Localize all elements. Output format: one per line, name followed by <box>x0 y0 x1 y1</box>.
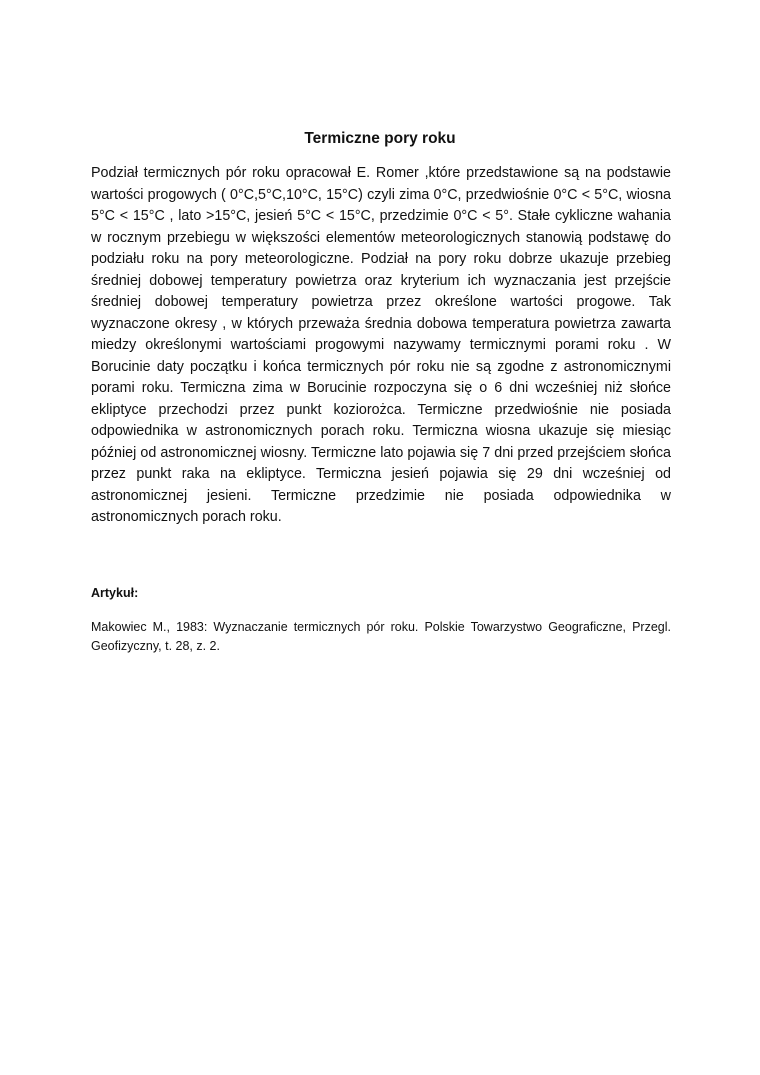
article-heading: Artykuł: <box>91 586 139 600</box>
body-paragraph: Podział termicznych pór roku opracował E. Romer ,które przedstawione są na podstawie wartości progowych ( 0°C,5°C,10°C, 15°C) czyli zima 0°C, przedwiośnie 0°C < 5°C, wiosna 5°C < 15°C , lato >15°C, jesień 5°C < 15°C, przedzimie 0°C < 5°. Stałe cykliczne wahania w rocznym przebiegu w większości elementów meteorologicznych stanowią podstawę do podziału roku na pory meteorologiczne. Podział na pory roku dobrze ukazuje przebieg średniej dobowej temperatury powietrza oraz kryterium ich wyznaczania jest przejście średniej dobowej temperatury powietrza przez określone wartości progowe. Tak wyznaczone okresy , w których przeważa średnia dobowa temperatura powietrza zawarta miedzy określonymi wartościami progowymi nazywamy termicznymi porami roku . W Borucinie daty początku i końca termicznych pór roku nie są zgodne z astronomicznymi porami roku. Termiczna zima w Borucinie rozpoczyna się o 6 dni wcześniej niż słońce ekliptyce przechodzi przez punkt koziorożca. Termiczne przedwiośnie nie posiada odpowiednika w astronomicznych porach roku. Termiczna wiosna ukazuje się miesiąc później od astronomicznej wiosny. Termiczne lato pojawia się 7 dni przed przejściem słońca przez punkt raka na ekliptyce. Termiczna jesień pojawia się 29 dni wcześniej od astronomicznej jesieni. Termiczne przedzimie nie posiada odpowiednika w astronomicznych porach roku. <box>91 165 671 525</box>
document-title: Termiczne pory roku <box>304 130 456 147</box>
article-reference: Makowiec M., 1983: Wyznaczanie termicznych pór roku. Polskie Towarzystwo Geograficzne, Przegl. Geofizyczny, t. 28, z. 2. <box>91 620 671 653</box>
